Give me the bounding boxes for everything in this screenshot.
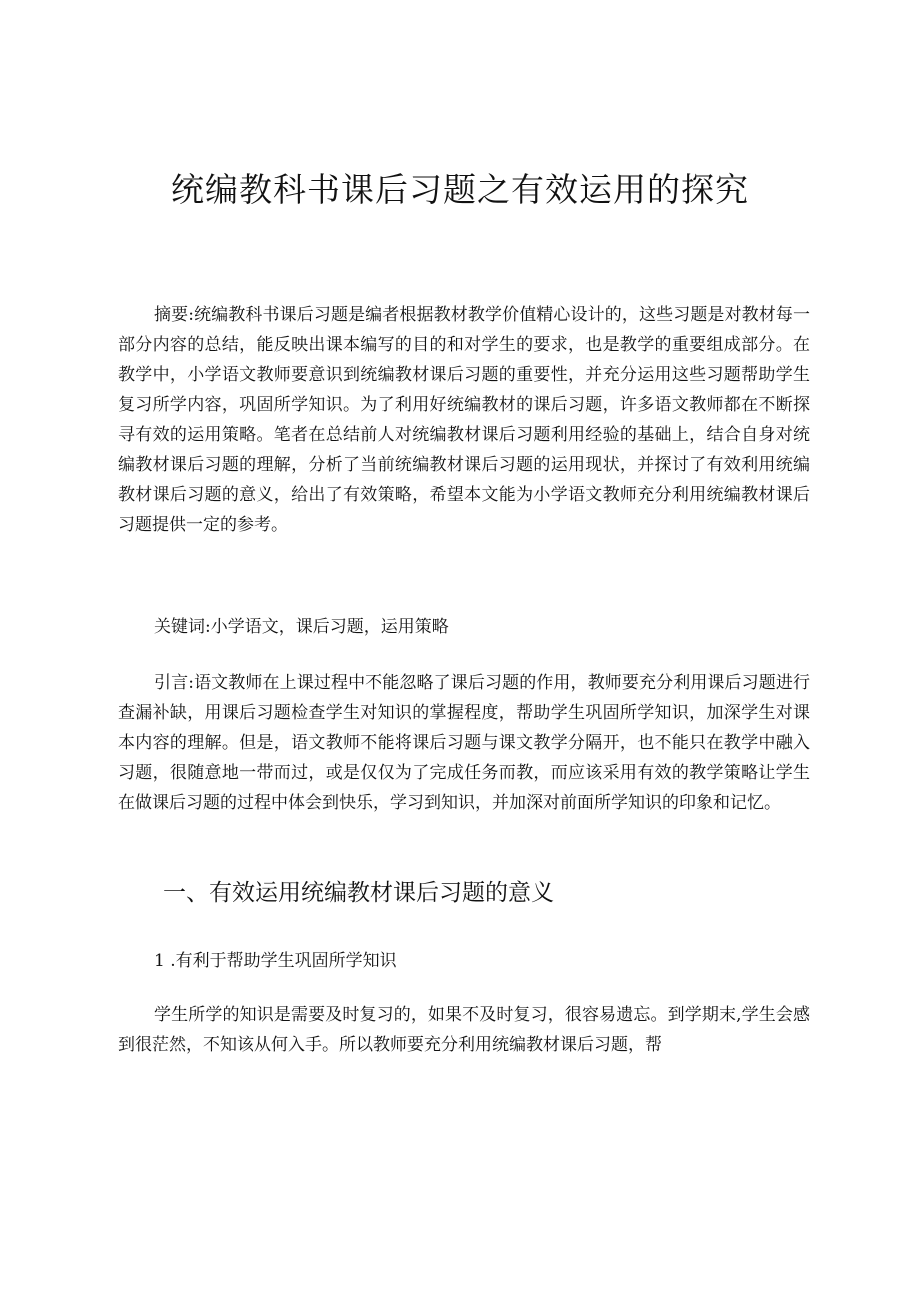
keywords-text: 小学语文，课后习题，运用策略 <box>210 617 449 637</box>
intro-label: 引言: <box>154 673 194 693</box>
intro-text: 语文教师在上课过程中不能忽略了课后习题的作用，教师要充分利用课后习题进行查漏补缺，用课后习题检查学生对知识的掌握程度，帮助学生巩固所学知识，加深学生对课本内容的理解。但是，语文教师不能将课后习题与课文教学分隔开，也不能只在教学中融入习题，很随意地一带而过，或是仅仅为了完成任务而教，而应该采用有效的教学策略让学生在做课后习题的过程中体会到快乐，学习到知识，并加深对前面所学知识的印象和记忆。 <box>118 673 810 813</box>
abstract-label: 摘要: <box>154 305 194 325</box>
intro-paragraph <box>118 668 810 818</box>
abstract-text: 统编教科书课后习题是编者根据教材教学价值精心设计的，这些习题是对教材每一部分内容的总结，能反映出课本编写的目的和对学生的要求，也是教学的重要组成部分。在教学中，小学语文教师要意识到统编教材课后习题的重要性，并充分运用这些习题帮助学生复习所学内容，巩固所学知识。为了利用好统编教材的课后习题，许多语文教师都在不断探寻有效的运用策略。笔者在总结前人对统编教材课后习题利用经验的基础上，结合自身对统编教材课后习题的理解，分析了当前统编教材课后习题的运用现状，并探讨了有效利用统编教材课后习题的意义，给出了有效策略，希望本文能为小学语文教师充分利用统编教材课后习题提供一定的参考。 <box>118 305 810 535</box>
section-heading: 一、有效运用统编教材课后习题的意义 <box>163 880 554 906</box>
body-paragraph: 学生所学的知识是需要及时复习的，如果不及时复习，很容易遗忘。到学期末,学生会感到很茫然，不知该从何入手。所以教师要充分利用统编教材课后习题，帮 <box>118 1005 810 1055</box>
subsection-heading: 1 .有利于帮助学生巩固所学知识 <box>154 951 397 971</box>
keywords-label: 关键词: <box>154 617 211 637</box>
abstract-paragraph <box>118 300 810 540</box>
keywords-paragraph <box>118 612 810 642</box>
document-title: 统编教科书课后习题之有效运用的探究 <box>171 170 749 209</box>
